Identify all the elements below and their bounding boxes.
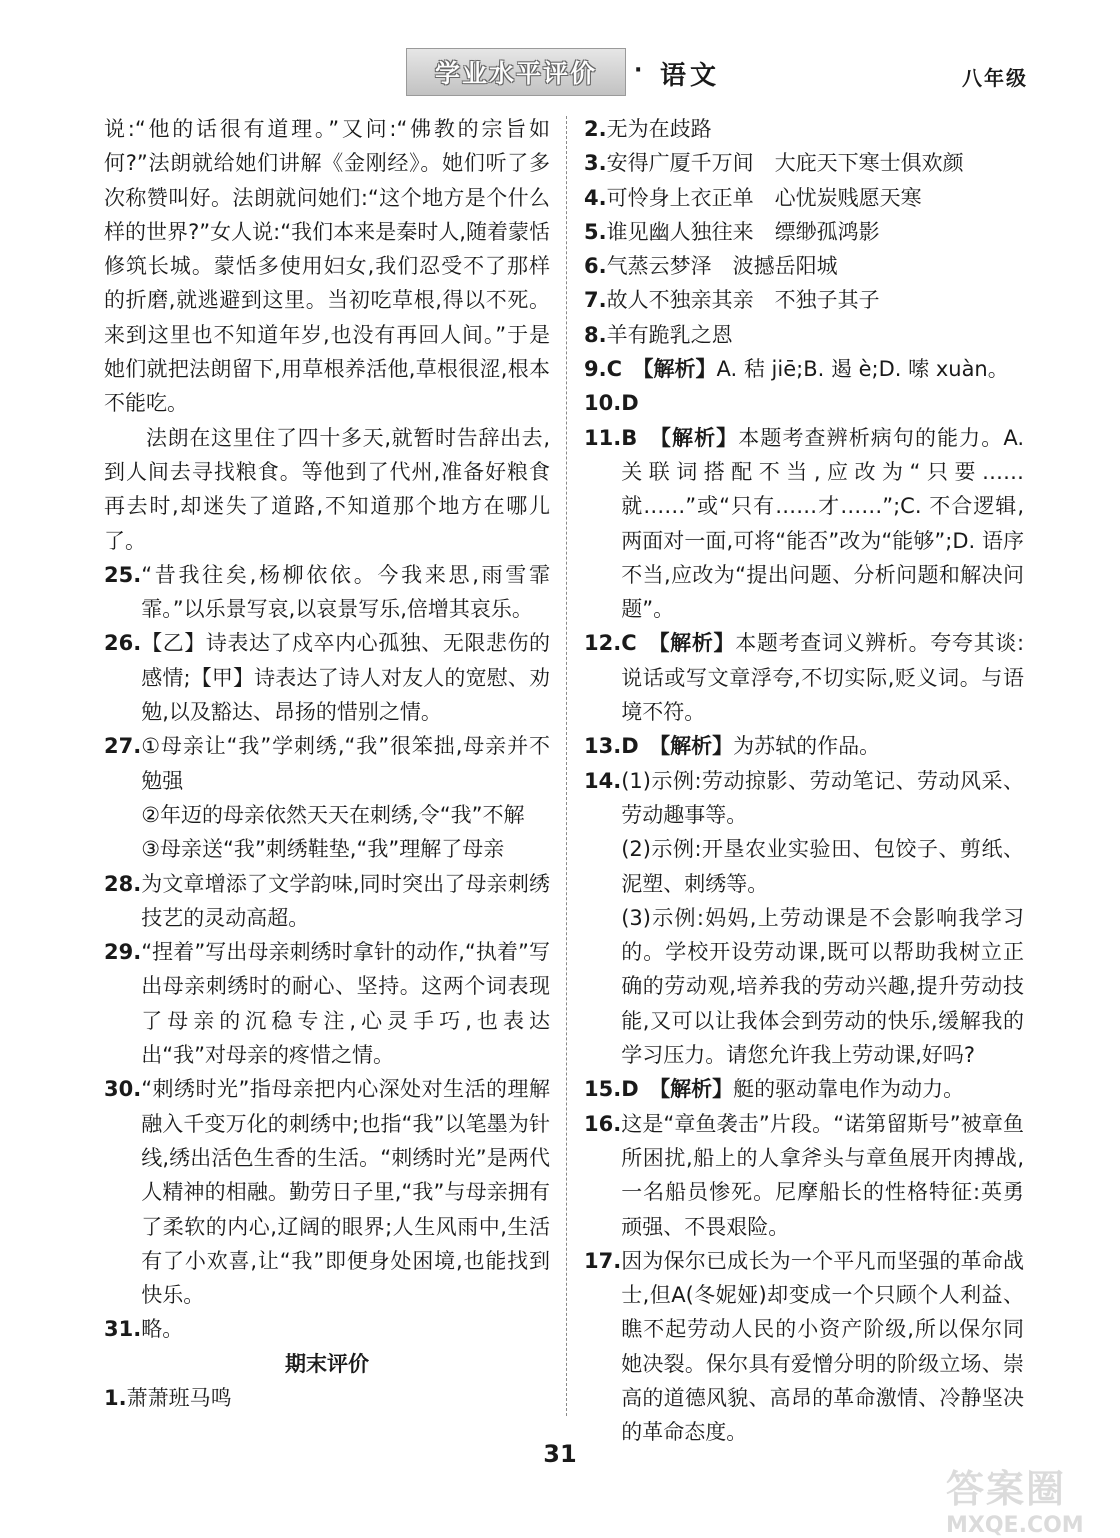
answer-line: ②年迈的母亲依然天天在刺绣,令“我”不解	[141, 802, 525, 827]
page-number: 31	[543, 1440, 577, 1468]
answer-content	[607, 352, 1024, 386]
answer-number: 29.	[104, 940, 142, 965]
answer-choice: D	[621, 391, 639, 416]
answer-choice: C	[606, 357, 623, 382]
book-title: 学业水平评价	[406, 48, 626, 96]
answer-content	[621, 729, 1024, 763]
answer-number: 11.	[584, 425, 622, 450]
answer-line: ③母亲送“我”刺绣鞋垫,“我”理解了母亲	[141, 837, 505, 862]
subject-label: 语文	[660, 61, 721, 91]
answer-text: “昔我往矣,杨柳依依。今我来思,雨雪霏霏。”以乐景写哀,以哀景写乐,倍增其哀乐。	[141, 562, 550, 622]
answer-number: 3.	[584, 151, 607, 176]
answer-text: 无为在歧路	[606, 117, 712, 141]
final-answer-8	[584, 318, 1024, 352]
answer-number: 8.	[584, 322, 607, 347]
answer-text: 羊有跪乳之恩	[606, 322, 733, 347]
answer-number: 10.	[584, 391, 622, 416]
final-answer-9	[584, 352, 1024, 386]
analysis-text: 本题考查辨析病句的能力。A. 关联词搭配不当,应改为“只要……就……”或“只有……才……”;C. 不合逻辑,两面对一面,可将“能否”改为“能够”;D. 语序不当,应改为“提出问题、分析问题和解决问题”。	[621, 425, 1025, 622]
answer-number: 12.	[584, 631, 622, 656]
answer-number: 14.	[584, 768, 622, 793]
analysis-text: A. 秸 jiē;B. 遏 è;D. 嗦 xuàn。	[716, 357, 1009, 382]
watermark-url: MXQE.COM	[946, 1513, 1084, 1538]
final-answer-3	[584, 146, 1024, 180]
answer-number: 25.	[104, 562, 142, 587]
final-answer-15	[584, 1072, 1024, 1106]
answer-text: “刺绣时光”指母亲把内心深处对生活的理解融入千变万化的刺绣中;也指“我”以笔墨为针线,绣出活色生香的生活。“刺绣时光”是两代人精神的相融。勤劳日子里,“我”与母亲拥有了柔软的内心,辽阔的眼界;人生风雨中,生活有了小欢喜,让“我”即便身处困境,也能找到快乐。	[141, 1077, 550, 1308]
page-header	[0, 48, 1120, 100]
analysis-text: 本题考查词义辨析。夸夸其谈:说话或写文章浮夸,不切实际,贬义词。与语境不符。	[621, 631, 1025, 725]
grade-label: 八年级	[962, 66, 1028, 90]
final-answer-1	[104, 1381, 550, 1415]
answer-text: 故人不独亲其亲 不独子其子	[606, 288, 880, 313]
answer-27	[104, 729, 550, 866]
right-column	[584, 112, 1024, 1450]
answer-choice: C	[621, 631, 637, 656]
watermark-text: 答案圈	[946, 1467, 1067, 1511]
answer-number: 16.	[584, 1111, 622, 1136]
answer-number: 28.	[104, 871, 142, 896]
final-answer-17	[584, 1244, 1024, 1450]
answer-29	[104, 935, 550, 1072]
answer-content	[621, 626, 1024, 729]
answer-text: 可怜身上衣正单 心忧炭贱愿天寒	[606, 185, 922, 210]
final-answer-16	[584, 1107, 1024, 1244]
answer-line: ①母亲让“我”学刺绣,“我”很笨拙,母亲并不勉强	[141, 734, 550, 793]
answer-31	[104, 1312, 550, 1346]
answer-30	[104, 1072, 550, 1312]
answer-text: 这是“章鱼袭击”片段。“诺第留斯号”被章鱼所困扰,船上的人拿斧头与章鱼展开肉搏战,一名船员惨死。尼摩船长的性格特征:英勇顽强、不畏艰险。	[621, 1111, 1024, 1239]
section-title: 期末评价	[285, 1351, 369, 1376]
answer-text: 因为保尔已成长为一个平凡而坚强的革命战士,但A(冬妮娅)却变成一个只顾个人利益、瞧不起劳动人民的小资产阶级,所以保尔同她决裂。保尔具有爱憎分明的阶级立场、崇高的道德风貌、高昂的革命激情、冷静坚决的革命态度。	[621, 1248, 1024, 1445]
answer-number: 1.	[104, 1385, 127, 1410]
answer-number: 15.	[584, 1077, 622, 1102]
final-answer-6	[584, 249, 1024, 283]
answer-number: 7.	[584, 288, 607, 313]
answer-number: 4.	[584, 185, 607, 210]
answer-25	[104, 558, 550, 627]
answer-text: “捏着”写出母亲刺绣时拿针的动作,“执着”写出母亲刺绣时的耐心、坚持。这两个词表现了母亲的沉稳专注,心灵手巧,也表达出“我”对母亲的疼惜之情。	[141, 940, 550, 1068]
answer-choice: D	[621, 1077, 639, 1102]
answer-text: 气蒸云梦泽 波撼岳阳城	[606, 254, 838, 279]
analysis-tag: 【解析】	[660, 425, 739, 450]
final-answer-12	[584, 626, 1024, 729]
final-answer-14	[584, 764, 1024, 1073]
final-answer-2	[584, 112, 1024, 146]
answer-number: 2.	[584, 117, 607, 141]
analysis-text: 艇的驱动靠电作为动力。	[733, 1077, 965, 1102]
answer-number: 26.	[104, 631, 142, 656]
analysis-tag: 【解析】	[658, 631, 736, 656]
answer-parts	[621, 764, 1024, 1073]
answer-text: 略。	[141, 1317, 184, 1342]
answer-text: 安得广厦千万间 大庇天下寒士俱欢颜	[606, 151, 964, 176]
answer-number: 5.	[584, 219, 607, 244]
answer-number: 13.	[584, 734, 622, 759]
answer-text: 谁见幽人独往来 缥缈孤鸿影	[606, 219, 880, 244]
answer-content	[621, 421, 1024, 627]
final-answer-4	[584, 181, 1024, 215]
final-answer-13	[584, 729, 1024, 763]
analysis-tag: 【解析】	[659, 1077, 734, 1102]
answer-number: 30.	[104, 1077, 142, 1102]
analysis-tag: 【解析】	[659, 734, 734, 759]
final-answer-11	[584, 421, 1024, 627]
answer-number: 9.	[584, 357, 607, 382]
final-answer-7	[584, 283, 1024, 317]
separator-dot: ·	[634, 58, 643, 83]
answer-number: 27.	[104, 734, 142, 759]
analysis-tag: 【解析】	[643, 357, 717, 382]
answer-part: (3)示例:妈妈,上劳动课是不会影响我学习的。学校开设劳动课,既可以帮助我树立正确的劳动观,培养我的劳动兴趣,提升劳动技能,又可以让我体会到劳动的快乐,缓解我的学习压力。请您允许我上劳动课,好吗?	[621, 905, 1024, 1068]
analysis-text: 为苏轼的作品。	[733, 734, 881, 759]
final-answer-10	[584, 386, 1024, 420]
left-column	[104, 112, 550, 1415]
answer-number: 6.	[584, 254, 607, 279]
story-paragraph-2: 法朗在这里住了四十多天,就暂时告辞出去,到人间去寻找粮食。等他到了代州,准备好粮食再去时,却迷失了道路,不知道那个地方在哪儿了。	[104, 425, 550, 553]
answer-28	[104, 867, 550, 936]
answer-number: 17.	[584, 1248, 622, 1273]
column-divider	[566, 116, 567, 1416]
answer-part: (1)示例:劳动掠影、劳动笔记、劳动风采、劳动趣事等。	[621, 768, 1024, 827]
answer-text: 为文章增添了文学韵味,同时突出了母亲刺绣技艺的灵动高超。	[141, 871, 550, 930]
answer-choice: B	[621, 425, 638, 450]
answer-text: 萧萧班马鸣	[126, 1385, 232, 1410]
answer-part: (2)示例:开垦农业实验田、包饺子、剪纸、泥塑、刺绣等。	[621, 837, 1024, 896]
answer-content	[621, 386, 1024, 420]
answer-number: 31.	[104, 1317, 142, 1342]
answer-26	[104, 626, 550, 729]
answer-content	[621, 1072, 1024, 1106]
answer-text: 【乙】诗表达了戍卒内心孤独、无限悲伤的感情;【甲】诗表达了诗人对友人的宽慰、劝勉,以及豁达、昂扬的惜别之情。	[141, 631, 550, 725]
final-answer-5	[584, 215, 1024, 249]
story-paragraph-1: 说:“他的话很有道理。”又问:“佛教的宗旨如何?”法朗就给她们讲解《金刚经》。她们听了多次称赞叫好。法朗就问她们:“这个地方是个什么样的世界?”女人说:“我们本来是秦时人,随着蒙恬修筑长城。蒙恬多使用妇女,我们忍受不了那样的折磨,就逃避到这里。当初吃草根,得以不死。来到这里也不知道年岁,也没有再回人间。”于是她们就把法朗留下,用草根养活他,草根很涩,根本不能吃。	[104, 117, 550, 416]
answer-choice: D	[621, 734, 639, 759]
answer-lines	[141, 729, 550, 866]
watermark-logo	[946, 1458, 1106, 1538]
